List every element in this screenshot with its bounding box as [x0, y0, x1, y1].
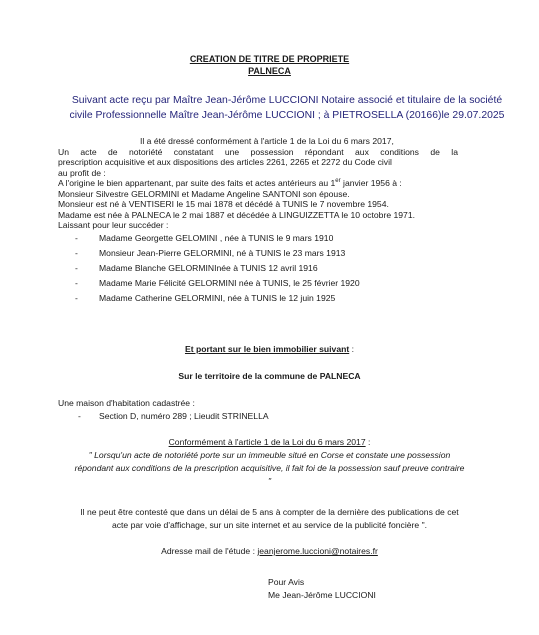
- signature-line-1: Pour Avis: [268, 577, 305, 587]
- title-line-1: CREATION DE TITRE DE PROPRIETE: [189, 54, 350, 64]
- section-dash: -: [78, 411, 81, 421]
- quote-line-1: " Lorsqu'un acte de notoriété porte sur un immeuble situé en Corse et constate une possession: [88, 450, 451, 460]
- deed-line-3: prescription acquisitive et aux dispositions des articles 2261, 2265 et 2272 du Code civil: [58, 157, 392, 167]
- list-item: - Madame Georgette GELOMINI , née à TUNIS le 9 mars 1910: [75, 231, 458, 246]
- quote-line-3: ": [267, 476, 272, 486]
- document-title: [0, 53, 539, 77]
- dash-bullet: -: [75, 293, 78, 304]
- deed-line-4: au profit de :: [58, 167, 106, 178]
- contest-line-1: Il ne peut être contesté que dans un délai de 5 ans à compter de la dernière des publications de cet: [80, 507, 459, 517]
- origin-line: A l'origine le bien appartenant, par suite des faits et actes antérieurs au 1er janvier 1956 à :: [58, 178, 402, 188]
- list-item: - Madame Catherine GELORMINI, née à TUNIS le 12 juin 1925: [75, 291, 458, 306]
- house-line: Une maison d'habitation cadastrée :: [58, 398, 195, 408]
- dash-bullet: -: [75, 278, 78, 289]
- dash-bullet: -: [75, 262, 78, 273]
- intro-line-1: Suivant acte reçu par Maître Jean-Jérôme LUCCIONI Notaire associé et titulaire de la société: [71, 95, 503, 106]
- heirs-intro: Laissant pour leur succéder :: [58, 220, 169, 230]
- property-heading: Et portant sur le bien immobilier suivant :: [184, 344, 355, 354]
- contest-paragraph: [0, 506, 539, 532]
- deed-line-1: Il a été dressé conformément à l'article 1 de la Loi du 6 mars 2017,: [140, 136, 394, 146]
- list-item: - Madame Marie Félicité GELORMINI née à TUNIS, le 25 février 1920: [75, 276, 458, 291]
- intro-line-2: civile Professionnelle Maître Jean-Jérôme LUCCIONI ; à PIETROSELLA (20166)le 29.07.2025: [69, 110, 505, 121]
- section-line: Section D, numéro 289 ; Lieudit STRINELLA: [99, 411, 269, 421]
- law-heading: Conformément à l'article 1 de la Loi du 6 mars 2017 :: [168, 437, 371, 447]
- wife-line: Madame est née à PALNECA le 2 mai 1887 et décédée à LINGUIZZETTA le 10 octobre 1971.: [58, 209, 415, 220]
- email-link[interactable]: jeanjerome.luccioni@notaires.fr: [257, 546, 378, 556]
- commune-line: Sur le territoire de la commune de PALNECA: [178, 371, 361, 381]
- list-item: - Madame Blanche GELORMINInée à TUNIS 12 avril 1916: [75, 261, 458, 276]
- signature-line-2: Me Jean-Jérôme LUCCIONI: [268, 590, 376, 600]
- husband-line: Monsieur est né à VENTISERI le 15 mai 1878 et décédé à TUNIS le 7 novembre 1954.: [58, 199, 389, 209]
- owners-line: Monsieur Silvestre GELORMINI et Madame Angeline SANTONI son épouse.: [58, 188, 350, 199]
- heirs-list: [58, 231, 458, 307]
- law-quote: [0, 449, 539, 488]
- list-item: - Monsieur Jean-Pierre GELORMINI, né à TUNIS le 23 mars 1913: [75, 246, 458, 261]
- quote-line-2: répondant aux conditions de la prescription acquisitive, il fait foi de la possession sauf preuve contraire: [74, 463, 465, 473]
- dash-bullet: -: [75, 247, 78, 258]
- contact-line: [0, 545, 539, 557]
- deed-line-2: Un acte de notoriété constatant une possession répondant aux conditions de la: [58, 146, 458, 157]
- deed-paragraph: [58, 136, 458, 307]
- dash-bullet: -: [75, 232, 78, 243]
- contest-line-2: acte par voie d'affichage, sur un site internet et au service de la publicité foncière ".: [111, 520, 428, 530]
- contact-label: Adresse mail de l'étude :: [161, 546, 258, 556]
- intro-paragraph: [52, 93, 522, 123]
- title-line-2: PALNECA: [248, 66, 291, 76]
